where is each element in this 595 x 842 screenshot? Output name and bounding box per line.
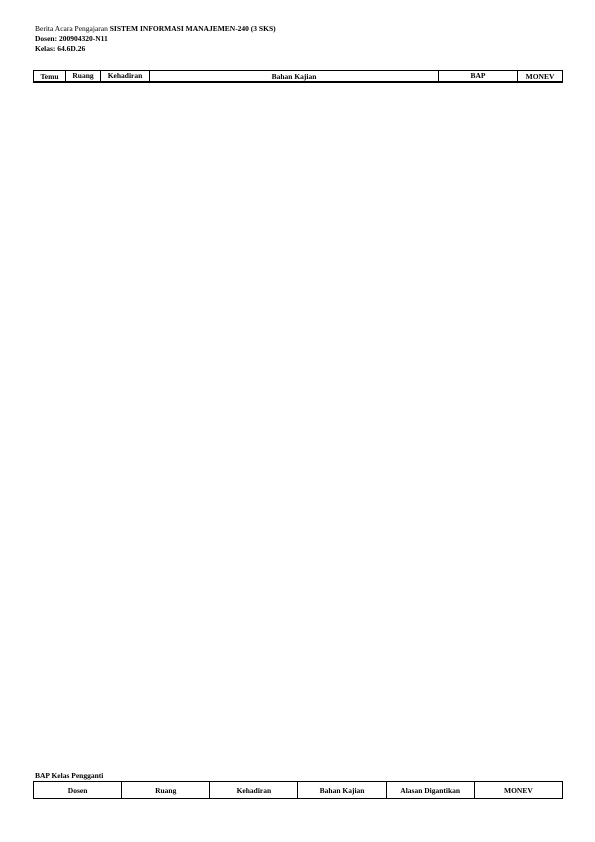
row-ruang (66, 82, 101, 83)
substitute-table (33, 781, 563, 799)
col-bahan-kajian: Bahan Kajian (150, 71, 439, 82)
col-ruang: Ruang (66, 71, 101, 82)
col-bahan-sub: Bahan Kajian (298, 782, 386, 799)
table-header-row (34, 71, 563, 82)
substitute-header-row (34, 782, 563, 799)
attendance-table (33, 70, 563, 83)
col-alasan: Alasan Digantikan (386, 782, 474, 799)
col-bap: BAP (439, 71, 518, 82)
class-code: Kelas: 64.6D.26 (35, 44, 86, 53)
col-kehadiran: Kehadiran (101, 71, 150, 82)
col-dosen: Dosen (34, 782, 122, 799)
row-monev (518, 82, 563, 83)
col-ruang-sub: Ruang (122, 782, 210, 799)
row-bahan-kajian (150, 82, 439, 83)
col-kehadiran-sub: Kehadiran (210, 782, 298, 799)
table-row (34, 82, 563, 83)
row-bap (439, 82, 518, 83)
col-temu: Temu (34, 71, 66, 82)
col-monev: MONEV (518, 71, 563, 82)
row-kehadiran (101, 82, 150, 83)
substitute-section-title: BAP Kelas Pengganti (35, 771, 104, 780)
report-title: Berita Acara Pengajaran SISTEM INFORMASI MANAJEMEN-240 (3 SKS) (35, 24, 276, 33)
lecturer-id: Dosen: 200904320-N11 (35, 34, 108, 43)
row-temu (34, 82, 66, 83)
col-monev-sub: MONEV (474, 782, 562, 799)
